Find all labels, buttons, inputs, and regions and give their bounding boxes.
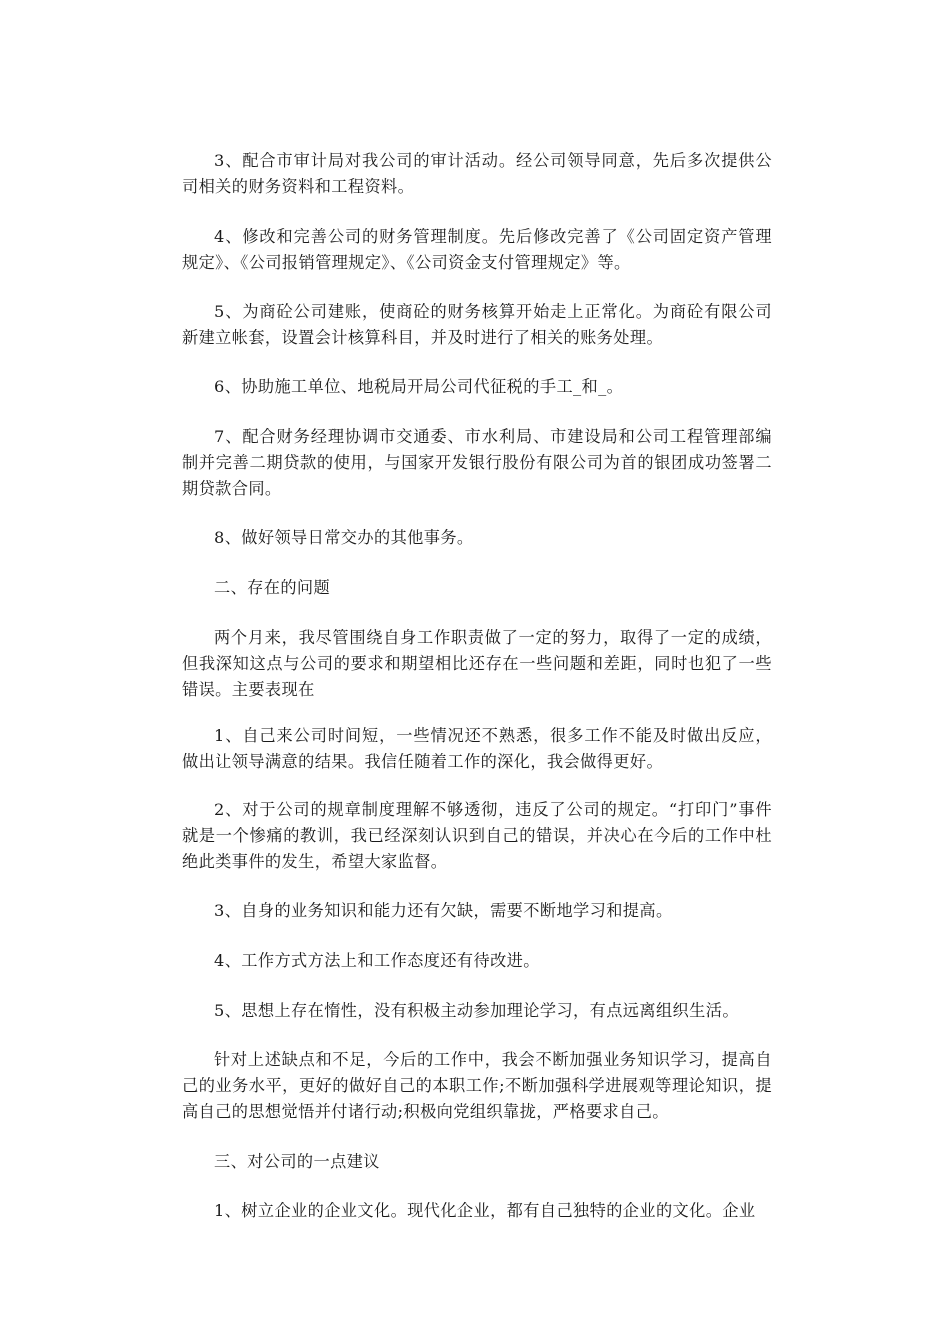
paragraph-item-6-tax: 6、协助施工单位、地税局开局公司代征税的手工_和_。 — [214, 377, 624, 396]
paragraph-problem-2: 2、对于公司的规章制度理解不够透彻，违反了公司的规定。“打印门”事件就是一个惨痛的教训，我已经深刻认识到自己的错误，并决心在今后的工作中杜绝此类事件的发生，希望大家监督。 — [182, 800, 772, 871]
paragraph-item-8-misc: 8、做好领导日常交办的其他事务。 — [214, 528, 474, 547]
paragraph-problem-4: 4、工作方式方法上和工作态度还有待改进。 — [214, 951, 540, 970]
paragraph-item-7-loan: 7、配合财务经理协调市交通委、市水利局、市建设局和公司工程管理部编制并完善二期贷款的使用，与国家开发银行股份有限公司为首的银团成功签署二期贷款合同。 — [182, 427, 772, 498]
section-heading-suggestions: 三、对公司的一点建议 — [214, 1152, 380, 1171]
paragraph-suggestion-1: 1、树立企业的企业文化。现代化企业，都有自己独特的企业的文化。企业 — [214, 1201, 756, 1220]
paragraph-problem-5: 5、思想上存在惰性，没有积极主动参加理论学习，有点远离组织生活。 — [214, 1001, 739, 1020]
paragraph-item-5-accounting: 5、为商砼公司建账，使商砼的财务核算开始走上正常化。为商砼有限公司新建立帐套，设置会计核算科目，并及时进行了相关的账务处理。 — [182, 302, 772, 347]
paragraph-item-4-regulations: 4、修改和完善公司的财务管理制度。先后修改完善了《公司固定资产管理规定》、《公司报销管理规定》、《公司资金支付管理规定》等。 — [182, 227, 772, 272]
section-heading-problems: 二、存在的问题 — [214, 578, 331, 597]
paragraph-problem-3: 3、自身的业务知识和能力还有欠缺，需要不断地学习和提高。 — [214, 901, 673, 920]
paragraph-improvement-plan: 针对上述缺点和不足，今后的工作中，我会不断加强业务知识学习，提高自己的业务水平，更好的做好自己的本职工作;不断加强科学进展观等理论知识，提高自己的思想觉悟并付诸行动;积极向党组织靠拢，严格要求自己。 — [182, 1050, 772, 1121]
paragraph-problems-intro: 两个月来，我尽管围绕自身工作职责做了一定的努力，取得了一定的成绩，但我深知这点与公司的要求和期望相比还存在一些问题和差距，同时也犯了一些错误。主要表现在 — [182, 628, 772, 699]
paragraph-item-3-audit: 3、配合市审计局对我公司的审计活动。经公司领导同意，先后多次提供公司相关的财务资料和工程资料。 — [182, 151, 772, 196]
paragraph-problem-1: 1、自己来公司时间短，一些情况还不熟悉，很多工作不能及时做出反应，做出让领导满意的结果。我信任随着工作的深化，我会做得更好。 — [182, 726, 772, 771]
